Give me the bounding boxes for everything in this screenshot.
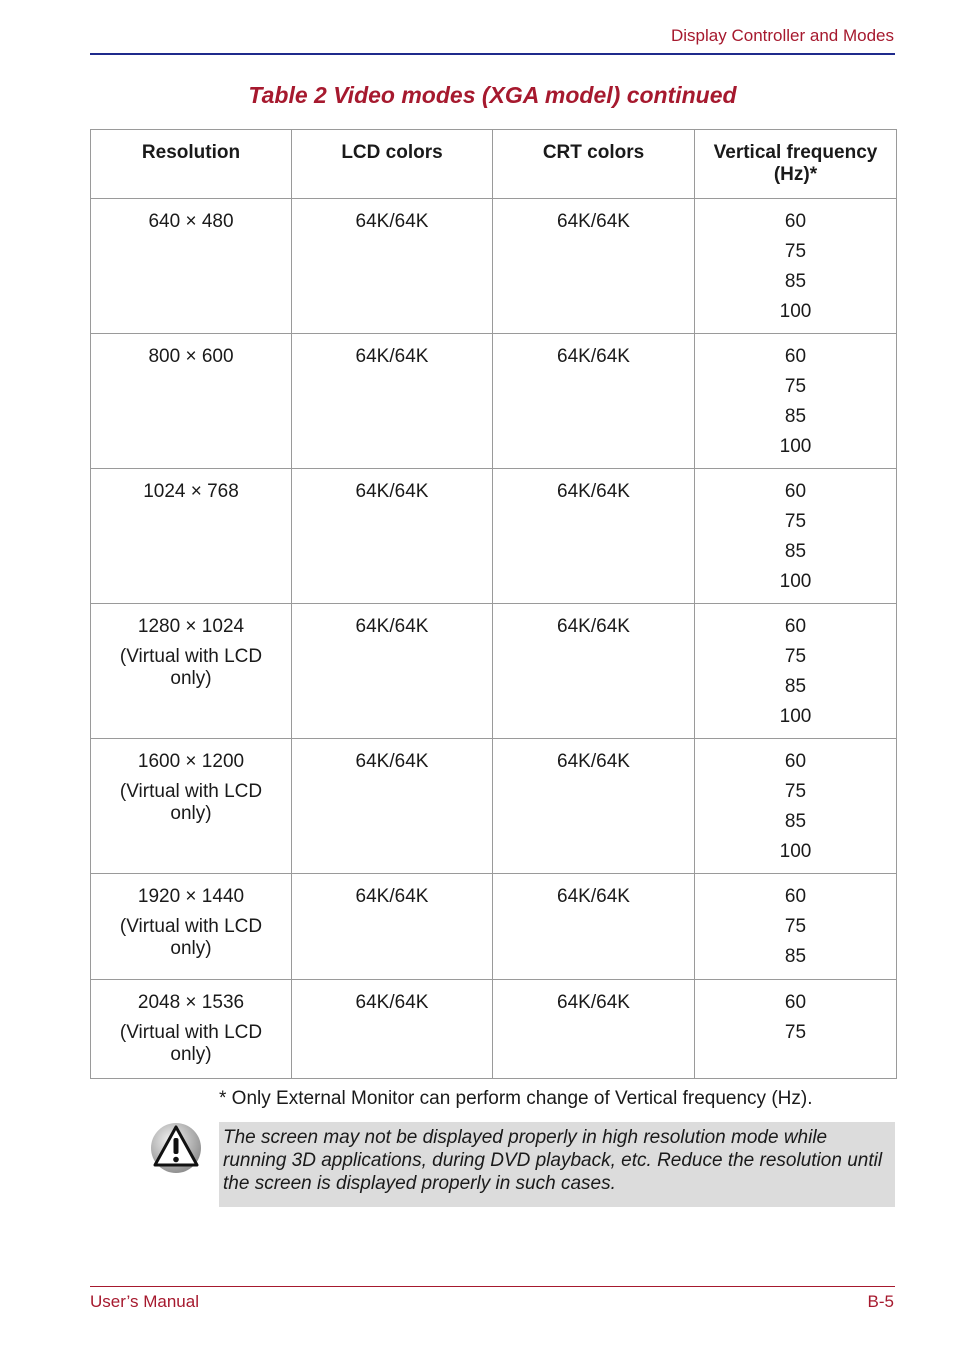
cell-resolution — [91, 469, 292, 604]
frequency-value: 85 — [784, 541, 807, 562]
column-header-vertical-frequency: Vertical frequency (Hz)* — [695, 130, 897, 199]
frequency-value: 85 — [784, 406, 807, 427]
footnote: * Only External Monitor can perform change of Vertical frequency (Hz). — [219, 1088, 813, 1109]
table-row — [91, 980, 897, 1079]
frequency-value: 100 — [779, 571, 812, 592]
frequency-value: 85 — [784, 946, 807, 967]
cell-crt-colors: 64K/64K — [493, 739, 695, 874]
table-row — [91, 874, 897, 980]
cell-vertical-frequency — [695, 334, 897, 469]
resolution-note: (Virtual with LCD only) — [119, 781, 263, 824]
resolution-value: 640 × 480 — [148, 211, 234, 232]
frequency-value: 60 — [784, 616, 807, 637]
frequency-value: 85 — [784, 811, 807, 832]
cell-lcd-colors: 64K/64K — [292, 334, 493, 469]
frequency-value: 100 — [779, 706, 812, 727]
cell-resolution — [91, 604, 292, 739]
table-header-row — [91, 130, 897, 199]
frequency-value: 100 — [779, 301, 812, 322]
cell-vertical-frequency — [695, 199, 897, 334]
frequency-value: 85 — [784, 676, 807, 697]
frequency-value: 75 — [784, 1022, 807, 1043]
frequency-value: 75 — [784, 646, 807, 667]
frequency-value: 60 — [784, 886, 807, 907]
frequency-value: 75 — [784, 916, 807, 937]
cell-lcd-colors: 64K/64K — [292, 469, 493, 604]
cell-vertical-frequency — [695, 469, 897, 604]
frequency-value: 100 — [779, 436, 812, 457]
frequency-value: 75 — [784, 376, 807, 397]
table-row — [91, 469, 897, 604]
frequency-value: 60 — [784, 211, 807, 232]
footer-page-number: B-5 — [867, 1292, 894, 1311]
cell-resolution — [91, 874, 292, 980]
header-divider — [90, 53, 895, 55]
cell-lcd-colors: 64K/64K — [292, 604, 493, 739]
table-title: Table 2 Video modes (XGA model) continued — [248, 82, 737, 108]
caution-note: The screen may not be displayed properly in high resolution mode while running 3D applications, during DVD playback, etc. Reduce the resolution until the screen is displayed properly in such cases. — [219, 1122, 895, 1207]
resolution-value: 800 × 600 — [148, 346, 234, 367]
cell-resolution — [91, 739, 292, 874]
frequency-value: 60 — [784, 346, 807, 367]
table-body — [91, 199, 897, 1079]
cell-resolution — [91, 199, 292, 334]
cell-crt-colors: 64K/64K — [493, 334, 695, 469]
resolution-note: (Virtual with LCD only) — [119, 916, 263, 959]
table-row — [91, 334, 897, 469]
cell-crt-colors: 64K/64K — [493, 469, 695, 604]
frequency-value: 60 — [784, 751, 807, 772]
cell-lcd-colors: 64K/64K — [292, 874, 493, 980]
cell-lcd-colors: 64K/64K — [292, 199, 493, 334]
cell-vertical-frequency — [695, 604, 897, 739]
footer-manual-title: User’s Manual — [90, 1292, 199, 1311]
resolution-value: 1920 × 1440 — [137, 886, 245, 907]
resolution-note: (Virtual with LCD only) — [119, 1022, 263, 1065]
frequency-value: 75 — [784, 241, 807, 262]
frequency-value: 100 — [779, 841, 812, 862]
resolution-value: 1024 × 768 — [143, 481, 239, 502]
cell-resolution — [91, 980, 292, 1079]
frequency-value: 75 — [784, 781, 807, 802]
table-row — [91, 739, 897, 874]
cell-resolution — [91, 334, 292, 469]
cell-crt-colors: 64K/64K — [493, 980, 695, 1079]
cell-crt-colors: 64K/64K — [493, 874, 695, 980]
resolution-value: 2048 × 1536 — [137, 992, 245, 1013]
cell-vertical-frequency — [695, 980, 897, 1079]
table-row — [91, 199, 897, 334]
frequency-value: 85 — [784, 271, 807, 292]
column-header-crt-colors: CRT colors — [493, 130, 695, 199]
cell-crt-colors: 64K/64K — [493, 604, 695, 739]
resolution-value: 1600 × 1200 — [137, 751, 245, 772]
footer-divider — [90, 1286, 895, 1287]
header-section-title: Display Controller and Modes — [671, 26, 894, 45]
cell-lcd-colors: 64K/64K — [292, 739, 493, 874]
frequency-value: 60 — [784, 992, 807, 1013]
cell-vertical-frequency — [695, 739, 897, 874]
frequency-value: 60 — [784, 481, 807, 502]
video-modes-table — [90, 129, 897, 1079]
warning-triangle-icon — [150, 1122, 202, 1174]
resolution-note: (Virtual with LCD only) — [119, 646, 263, 689]
cell-vertical-frequency — [695, 874, 897, 980]
frequency-value: 75 — [784, 511, 807, 532]
cell-lcd-colors: 64K/64K — [292, 980, 493, 1079]
table-row — [91, 604, 897, 739]
resolution-value: 1280 × 1024 — [137, 616, 245, 637]
column-header-resolution: Resolution — [91, 130, 292, 199]
column-header-lcd-colors: LCD colors — [292, 130, 493, 199]
cell-crt-colors: 64K/64K — [493, 199, 695, 334]
